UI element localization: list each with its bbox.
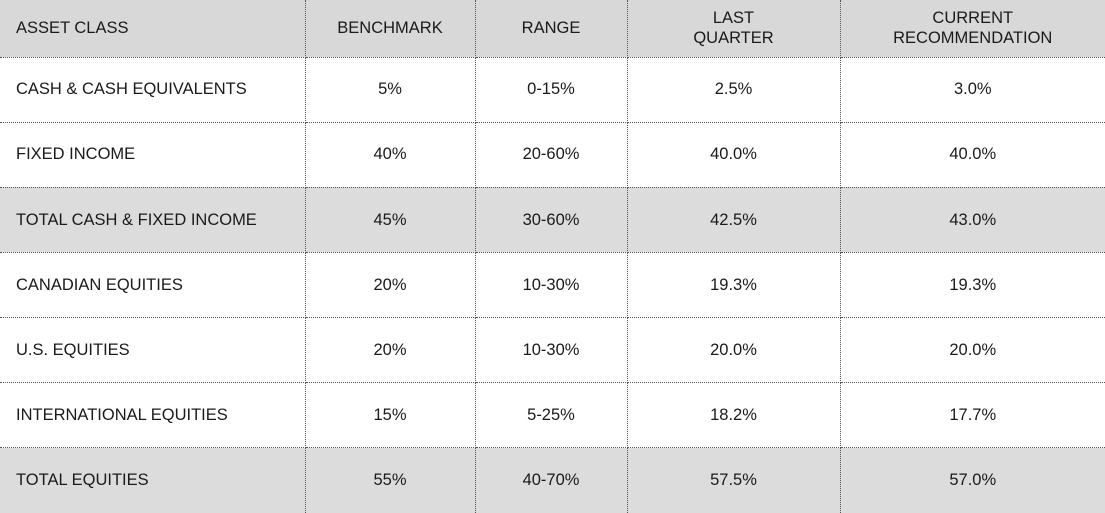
cell-last-quarter: 20.0% (627, 318, 840, 383)
column-header-asset-class (0, 0, 305, 57)
cell-range: 5-25% (475, 383, 627, 448)
cell-benchmark: 45% (305, 187, 475, 252)
column-header-current-recommendation (840, 0, 1105, 57)
cell-benchmark: 20% (305, 252, 475, 317)
table-row (0, 252, 1105, 317)
cell-last-quarter: 57.5% (627, 448, 840, 513)
column-header-asset-class-label: ASSET CLASS (16, 19, 129, 38)
cell-range: 20-60% (475, 122, 627, 187)
table-header-row (0, 0, 1105, 57)
cell-asset-class: TOTAL CASH & FIXED INCOME (0, 187, 305, 252)
cell-last-quarter: 19.3% (627, 252, 840, 317)
table-row (0, 448, 1105, 513)
cell-current-recommendation: 40.0% (840, 122, 1105, 187)
cell-asset-class: U.S. EQUITIES (0, 318, 305, 383)
table-row (0, 122, 1105, 187)
cell-asset-class: INTERNATIONAL EQUITIES (0, 383, 305, 448)
cell-last-quarter: 2.5% (627, 57, 840, 122)
column-header-current-recommendation-line2: RECOMMENDATION (893, 29, 1053, 48)
column-header-current-recommendation-line1: CURRENT (932, 9, 1014, 28)
table-row (0, 383, 1105, 448)
cell-asset-class: FIXED INCOME (0, 122, 305, 187)
cell-asset-class: CANADIAN EQUITIES (0, 252, 305, 317)
cell-asset-class: CASH & CASH EQUIVALENTS (0, 57, 305, 122)
cell-current-recommendation: 3.0% (840, 57, 1105, 122)
column-header-benchmark (305, 0, 475, 57)
column-header-last-quarter-line1: LAST (712, 9, 755, 28)
column-header-benchmark-label: BENCHMARK (337, 19, 443, 38)
cell-benchmark: 40% (305, 122, 475, 187)
column-header-range-label: RANGE (521, 19, 581, 38)
cell-range: 30-60% (475, 187, 627, 252)
cell-benchmark: 20% (305, 318, 475, 383)
cell-range: 10-30% (475, 252, 627, 317)
cell-current-recommendation: 43.0% (840, 187, 1105, 252)
cell-benchmark: 5% (305, 57, 475, 122)
cell-benchmark: 15% (305, 383, 475, 448)
cell-range: 40-70% (475, 448, 627, 513)
cell-last-quarter: 40.0% (627, 122, 840, 187)
cell-range: 10-30% (475, 318, 627, 383)
cell-last-quarter: 18.2% (627, 383, 840, 448)
table-header (0, 0, 1105, 57)
column-header-last-quarter-line2: QUARTER (693, 29, 774, 48)
cell-current-recommendation: 20.0% (840, 318, 1105, 383)
column-header-range (475, 0, 627, 57)
table-row (0, 187, 1105, 252)
column-header-last-quarter (627, 0, 840, 57)
cell-current-recommendation: 17.7% (840, 383, 1105, 448)
cell-asset-class: TOTAL EQUITIES (0, 448, 305, 513)
cell-range: 0-15% (475, 57, 627, 122)
cell-benchmark: 55% (305, 448, 475, 513)
cell-current-recommendation: 19.3% (840, 252, 1105, 317)
cell-current-recommendation: 57.0% (949, 471, 997, 490)
table-row (0, 57, 1105, 122)
table-body (0, 57, 1105, 513)
table-row (0, 318, 1105, 383)
cell-last-quarter: 42.5% (627, 187, 840, 252)
